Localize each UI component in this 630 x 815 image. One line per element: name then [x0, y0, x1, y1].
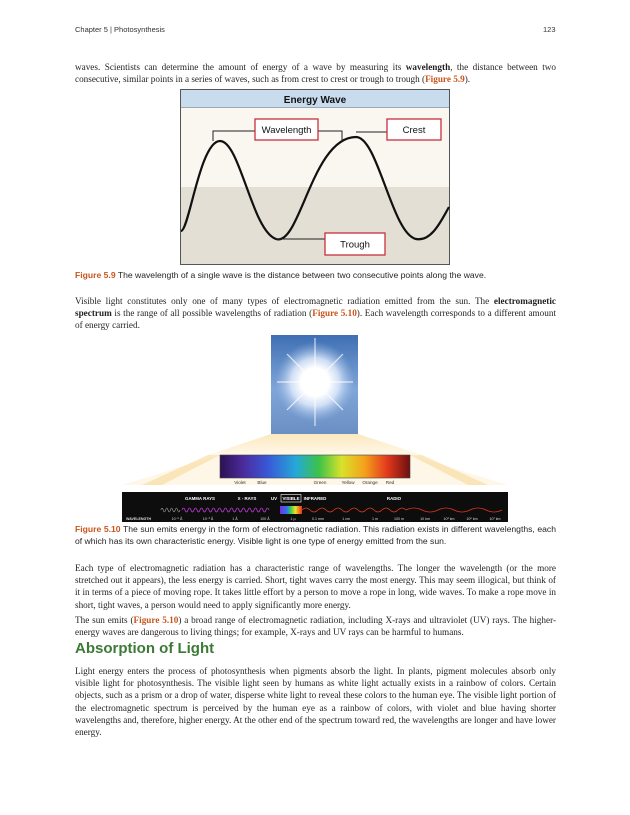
electromagnetic-spectrum-figure: [122, 335, 508, 522]
running-header: Chapter 5 | Photosynthesis: [75, 25, 165, 34]
tick: 100 Å: [260, 517, 270, 521]
paragraph-wavelength: waves. Scientists can determine the amount of energy of a wave by measuring its wavelength, the distance between two consecutive, similar points in a series of waves, such as from crest to crest or trough to trough (Figure 5.9).: [75, 62, 556, 85]
lower-half: [181, 187, 449, 264]
page-number: 123: [543, 25, 556, 34]
figure-title: Energy Wave: [283, 95, 347, 106]
energy-wave-figure: [180, 89, 450, 265]
tick: 10⁻³ Å: [202, 517, 214, 521]
paragraph-spectrum: Visible light constitutes only one of many types of electromagnetic radiation emitted from the sun. The electromagnetic spectrum is the range of all possible wavelengths of radiation (Figure 5.10). Each wavelength corresponds to a different amount of energy carried.: [75, 296, 557, 331]
band-xray: X - RAYS: [237, 496, 257, 501]
color-label-yellow: Yellow: [341, 480, 355, 485]
tick: 10 km: [420, 517, 430, 521]
tick: 1 cm: [342, 517, 350, 521]
visible-band-color: [280, 506, 302, 514]
paragraph-sun-emits: The sun emits (Figure 5.10) a broad range of electromagnetic radiation, including X-rays and ultraviolet (UV) rays. The higher-energy waves are dangerous to living things; for example, X-rays and UV rays can be harmful to humans.: [75, 615, 557, 638]
band-visible: VISIBLE: [282, 496, 300, 501]
figure-5-9-caption: Figure 5.9 The wavelength of a single wave is the distance between two consecutive points along the wave.: [75, 270, 487, 280]
figure-link[interactable]: Figure 5.10: [133, 615, 179, 625]
tick: 10⁻⁵ Å: [171, 517, 183, 521]
wavelength-label: Wavelength: [261, 125, 312, 136]
color-label-orange: Orange: [362, 480, 378, 485]
figure-5-10-caption: Figure 5.10 The sun emits energy in the form of electromagnetic radiation. This radiation exists in different wavelengths, each of which has its own characteristic energy. Visible light is one type of energy emitted from the sun.: [75, 524, 556, 546]
band-infrared: INFRARED: [303, 496, 327, 501]
paragraph-absorption: Light energy enters the process of photosynthesis when pigments absorb the light. In plants, pigment molecules absorb only visible light for photosynthesis. The visible light seen by humans as white light actually exists in a rainbow of colors. Certain objects, such as a prism or a drop of water, disperse white light to reveal these colors to the human eye. The visible light portion of the electromagnetic spectrum is perceived by the human eye as a rainbow of colors, with violet and blue having shorter wavelengths and, therefore, higher energy. At the other end of the spectrum toward red, the wavelengths are longer and have lower energy.: [75, 666, 556, 738]
color-label-green: Green: [313, 480, 327, 485]
paragraph-wavelength-energy: Each type of electromagnetic radiation has a characteristic range of wavelengths. The longer the wavelength (or the more stretched out it appears), the less energy is carried. Short, tight waves carry the most energy. This may seem illogical, but think of it in terms of a piece of moving rope. It takes little effort by a person to move a rope in long, wide waves. To make a rope move in short, tight waves, a person would need to apply significantly more energy.: [75, 563, 556, 610]
tick: 1 µ: [290, 517, 296, 521]
section-title: Absorption of Light: [75, 640, 215, 657]
tick: 1 Å: [232, 517, 238, 521]
trough-label: Trough: [340, 239, 370, 251]
figure-link[interactable]: Figure 5.9: [425, 74, 465, 85]
figure-link[interactable]: Figure 5.10: [312, 308, 357, 319]
color-label-blue: Blue: [257, 480, 267, 485]
visible-spectrum-bar: [220, 455, 410, 478]
light-beam: [208, 434, 422, 455]
wavelength-axis-label: WAVELENGTH: [126, 517, 152, 521]
tick: 100 m: [394, 517, 404, 521]
tick: 10³ km: [443, 517, 455, 521]
tick: 10⁷ km: [489, 517, 501, 521]
crest-label: Crest: [402, 125, 426, 136]
band-gamma: GAMMA RAYS: [185, 496, 215, 501]
tick: 1 m: [372, 517, 378, 521]
color-label-red: Red: [385, 480, 395, 485]
color-label-violet: Violet: [234, 480, 246, 485]
band-radio: RADIO: [386, 496, 402, 501]
band-uv: UV: [270, 496, 278, 501]
tick: 10⁵ km: [466, 517, 478, 521]
tick: 0.1 mm: [312, 517, 324, 521]
